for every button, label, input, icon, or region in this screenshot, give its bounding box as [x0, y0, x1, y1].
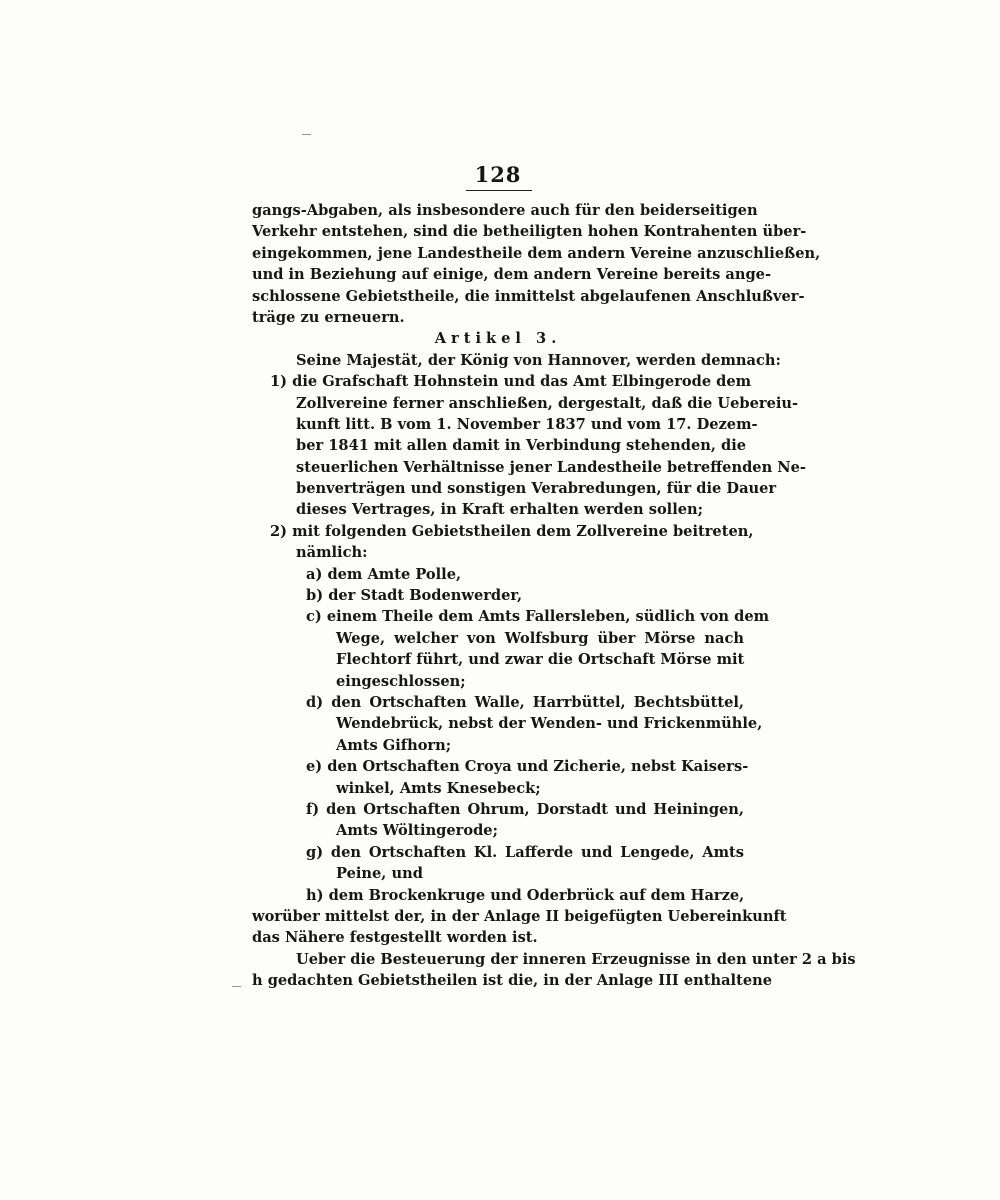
text-line: kunft litt. B vom 1. November 1837 und vom 17. Dezem-	[296, 415, 758, 433]
text-line: Wege, welcher von Wolfsburg über Mörse nach	[336, 629, 744, 647]
text-line: 1) die Grafschaft Hohnstein und das Amt Elbingerode dem	[270, 373, 752, 391]
article-heading: Artikel 3.	[434, 330, 562, 348]
text-line: g) den Ortschaften Kl. Lafferde und Lengede, Amts	[306, 843, 744, 861]
text-line: Peine, und	[336, 865, 423, 883]
text-line: Amts Wöltingerode;	[336, 822, 498, 840]
text-line: d) den Ortschaften Walle, Harrbüttel, Bechtsbüttel,	[306, 693, 744, 711]
text-line: Amts Gifhorn;	[336, 736, 452, 754]
text-line: Wendebrück, nebst der Wenden- und Frickenmühle,	[336, 715, 763, 733]
body-text	[252, 200, 856, 991]
text-line: Flechtorf führt, und zwar die Ortschaft Mörse mit	[336, 651, 745, 669]
text-line: nämlich:	[296, 544, 368, 562]
text-line: Ueber die Besteuerung der inneren Erzeugnisse in den unter 2 a bis	[296, 950, 856, 968]
text-line: benverträgen und sonstigen Verabredungen, für die Dauer	[296, 480, 777, 498]
text-line: steuerlichen Verhältnisse jener Landestheile betreffenden Ne-	[296, 458, 806, 476]
text-line: Zollvereine ferner anschließen, dergestalt, daß die Uebereiu-	[296, 394, 799, 412]
page-number: 128	[474, 162, 522, 187]
text-line: h gedachten Gebietstheilen ist die, in der Anlage III enthaltene	[252, 972, 772, 990]
text-line: e) den Ortschaften Croya und Zicherie, nebst Kaisers-	[306, 758, 749, 776]
page-number-rule	[466, 190, 532, 191]
text-line: und in Beziehung auf einige, dem andern Vereine bereits ange-	[252, 266, 772, 284]
text-line: h) dem Brockenkruge und Oderbrück auf dem Harze,	[306, 886, 745, 904]
text-line: Seine Majestät, der König von Hannover, werden demnach:	[296, 351, 781, 369]
scan-mark	[232, 986, 241, 987]
text-line: 2) mit folgenden Gebietstheilen dem Zollvereine beitreten,	[270, 522, 754, 540]
scan-mark	[302, 134, 311, 135]
text-line: eingekommen, jene Landestheile dem andern Vereine anzuschließen,	[252, 244, 821, 262]
text-line: b) der Stadt Bodenwerder,	[306, 587, 523, 605]
text-line: winkel, Amts Knesebeck;	[336, 779, 541, 797]
text-line: Verkehr entstehen, sind die betheiligten hohen Kontrahenten über-	[252, 223, 807, 241]
text-line: gangs-Abgaben, als insbesondere auch für den beiderseitigen	[252, 202, 758, 219]
text-line: träge zu erneuern.	[252, 308, 405, 326]
text-line: f) den Ortschaften Ohrum, Dorstadt und Heiningen,	[306, 800, 744, 818]
text-line: ber 1841 mit allen damit in Verbindung stehenden, die	[296, 437, 747, 455]
text-line: das Nähere festgestellt worden ist.	[252, 929, 538, 947]
text-line: schlossene Gebietstheile, die inmittelst abgelaufenen Anschlußver-	[252, 287, 805, 305]
text-line: eingeschlossen;	[336, 672, 466, 690]
text-line: c) einem Theile dem Amts Fallersleben, südlich von dem	[306, 608, 770, 626]
text-line: dieses Vertrages, in Kraft erhalten werden sollen;	[296, 501, 704, 519]
text-line: worüber mittelst der, in der Anlage II beigefügten Uebereinkunft	[252, 907, 787, 925]
text-line: a) dem Amte Polle,	[306, 565, 462, 583]
